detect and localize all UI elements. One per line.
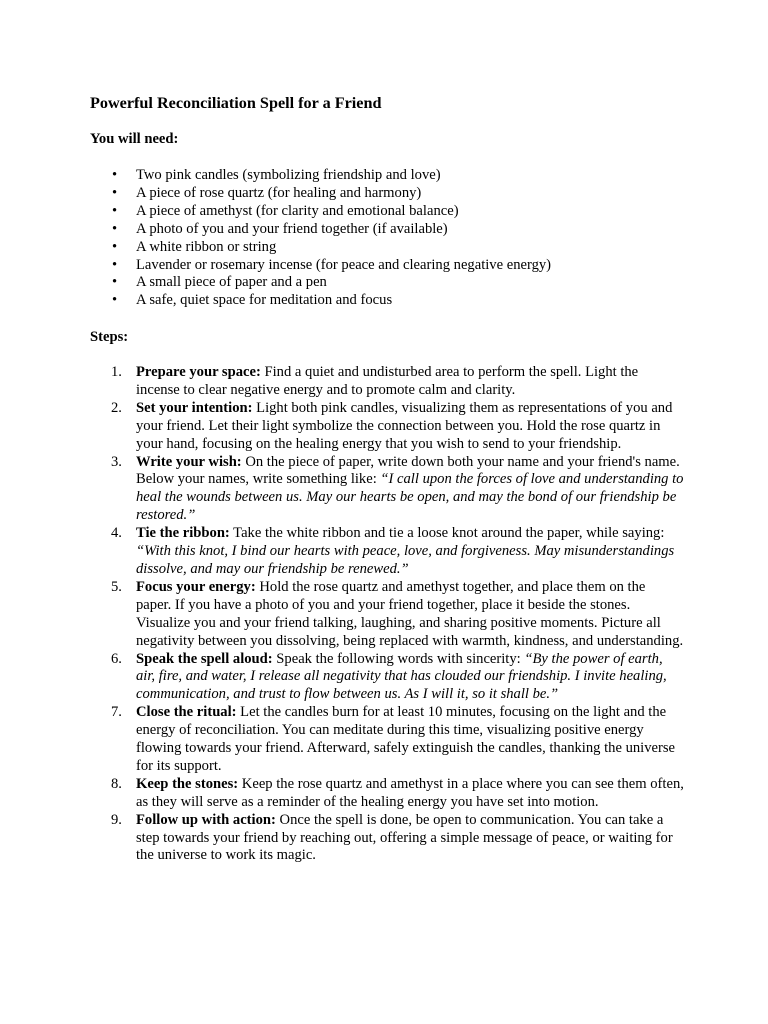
step-number: 7. bbox=[111, 704, 122, 721]
step-text: Find a quiet and undisturbed area to perform the spell. Light the incense to clear negative energy and to promote calm and clarity. bbox=[136, 364, 639, 398]
materials-heading: You will need: bbox=[90, 131, 179, 147]
step-label: Keep the stones: bbox=[136, 775, 239, 792]
step-item bbox=[111, 704, 684, 776]
step-item bbox=[111, 811, 684, 866]
step-item bbox=[111, 650, 684, 705]
step-text: Hold the rose quartz and amethyst together, and place them on the paper. If you have a photo of you and your friend together, place it beside the stones. Visualize you and your friend talking, laughing, and sharing positive moments. Picture all negativity between you dissolving, being replaced with warmth, kindness, and understanding. bbox=[136, 578, 684, 649]
steps-heading: Steps: bbox=[90, 329, 129, 345]
step-number: 5. bbox=[111, 578, 122, 595]
step-item bbox=[111, 364, 684, 400]
materials-item: • Two pink candles (symbolizing friendship and love) bbox=[136, 167, 696, 185]
step-number: 2. bbox=[111, 399, 122, 416]
step-label: Set your intention: bbox=[136, 399, 253, 416]
step-text: Speak the following words with sincerity: bbox=[272, 650, 525, 667]
step-quote: “By the power of earth, air, fire, and water, I release all negativity that has clouded our friendship. I invite healing, communication, and trust to flow between us. As I will it, so it shall be.” bbox=[136, 650, 667, 703]
materials-list bbox=[136, 167, 696, 310]
step-label: Follow up with action: bbox=[136, 811, 276, 828]
step-text: Once the spell is done, be open to communication. You can take a step towards your friend by reaching out, offering a simple message of peace, or waiting for the universe to work its magic. bbox=[136, 811, 673, 864]
step-number: 4. bbox=[111, 525, 122, 542]
step-number: 1. bbox=[111, 364, 122, 380]
step-label: Tie the ribbon: bbox=[136, 525, 230, 542]
step-label: Close the ritual: bbox=[136, 704, 237, 721]
materials-item: • A white ribbon or string bbox=[136, 239, 696, 257]
step-text: Light both pink candles, visualizing them as representations of you and your friend. Let their light symbolize the connection between you. Hold the rose quartz in your hand, focusing on the healing energy that you wish to send to your friendship. bbox=[136, 399, 673, 452]
steps-list bbox=[111, 364, 684, 865]
step-text: Take the white ribbon and tie a loose knot around the paper, while saying: bbox=[229, 525, 665, 542]
step-item bbox=[111, 525, 684, 579]
materials-item: • A photo of you and your friend together (if available) bbox=[136, 221, 696, 239]
step-item bbox=[111, 775, 684, 812]
step-number: 6. bbox=[111, 650, 122, 667]
step-item bbox=[111, 453, 684, 526]
step-text: Let the candles burn for at least 10 minutes, focusing on the light and the energy of reconciliation. You can meditate during this time, visualizing positive energy flowing towards your friend. Afterward, safely extinguish the candles, thanking the universe for its support. bbox=[136, 704, 676, 774]
materials-item: • A safe, quiet space for meditation and focus bbox=[136, 292, 696, 310]
materials-item: • Lavender or rosemary incense (for peace and clearing negative energy) bbox=[136, 257, 696, 275]
step-label: Focus your energy: bbox=[136, 578, 256, 595]
step-number: 3. bbox=[111, 453, 122, 470]
step-number: 8. bbox=[111, 775, 122, 792]
step-text: On the piece of paper, write down both your name and your friend's name. Below your names, write something like: bbox=[136, 453, 680, 488]
materials-item: • A small piece of paper and a pen bbox=[136, 274, 696, 292]
step-item bbox=[111, 578, 684, 651]
materials-item: • A piece of amethyst (for clarity and emotional balance) bbox=[136, 203, 696, 221]
step-label: Prepare your space: bbox=[136, 364, 261, 380]
page-title: Powerful Reconciliation Spell for a Friend bbox=[90, 94, 382, 112]
materials-item: • A piece of rose quartz (for healing and harmony) bbox=[136, 185, 696, 203]
step-item bbox=[111, 399, 684, 454]
step-label: Write your wish: bbox=[136, 453, 242, 470]
step-text: Keep the rose quartz and amethyst in a place where you can see them often, as they will serve as a reminder of the healing energy you have set into motion. bbox=[136, 775, 684, 810]
step-label: Speak the spell aloud: bbox=[136, 650, 273, 667]
step-number: 9. bbox=[111, 811, 122, 828]
step-quote: “I call upon the forces of love and understanding to heal the wounds between us. May our hearts be open, and may the bond of our friendship be restored.” bbox=[136, 471, 684, 524]
step-quote: “With this knot, I bind our hearts with peace, love, and forgiveness. May misunderstandings dissolve, and may our friendship be renewed.” bbox=[136, 543, 675, 577]
